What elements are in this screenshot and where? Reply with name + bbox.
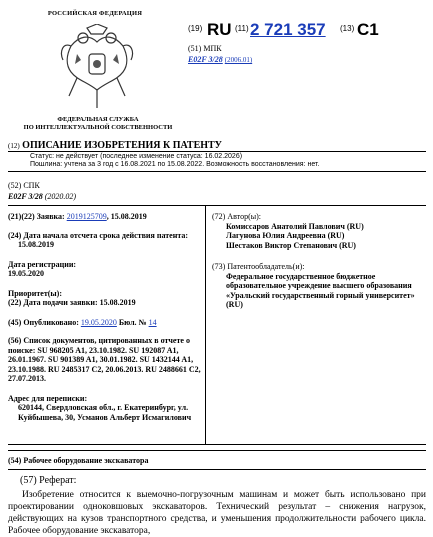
published-date-link[interactable]: 19.05.2020: [80, 317, 117, 327]
bulletin-label: Бюл. №: [118, 317, 147, 327]
agency-name: [8, 116, 188, 132]
author-3: Шестаков Виктор Степанович (RU): [226, 240, 356, 250]
owner-name: Федеральное государственное бюджетное образовательное учреждение высшего образования «Уральский государственный горный университет» (RU): [226, 271, 415, 309]
abstract-label: (57) Реферат:: [20, 475, 77, 486]
title-code: (12): [8, 142, 20, 150]
country-name: РОССИЙСКАЯ ФЕДЕРАЦИЯ: [47, 10, 143, 17]
citations-list: SU 968205 A1, 23.10.1982. SU 192087 A1, 26.01.1967. SU 901389 A1, 30.01.1982. SU 1432144 A1, 23.10.1988. RU 2485317 C2, 20.06.2013. RU 2488661 C2, 27.07.2013.: [8, 345, 201, 383]
spk-label: (52) СПК: [8, 181, 40, 190]
patent-number-link[interactable]: 2 721 357: [250, 20, 326, 39]
divider: [8, 444, 426, 445]
code-13: (13): [340, 24, 355, 33]
filing-date: (22) Дата подачи заявки: 15.08.2019: [8, 298, 136, 307]
registration-date: 19.05.2020: [8, 269, 44, 278]
coat-of-arms-emblem: [57, 24, 137, 110]
authors-label: (72) Автор(ы):: [212, 212, 261, 221]
application-date: , 15.08.2019: [106, 212, 147, 221]
status-block: [30, 153, 319, 169]
divider: [8, 469, 426, 470]
priority-label: Приоритет(ы):: [8, 288, 62, 298]
fee-line: Пошлина: учтена за 3 год с 16.08.2021 по 15.08.2022. Возможность восстановления: нет.: [30, 161, 320, 168]
spk-block: [8, 180, 76, 202]
title-text: ОПИСАНИЕ ИЗОБРЕТЕНИЯ К ПАТЕНТУ: [22, 140, 223, 151]
application-label: (21)(22) Заявка:: [8, 212, 65, 221]
right-column: [212, 212, 426, 310]
mpk-class-link[interactable]: E02F 3/28: [188, 55, 223, 64]
author-2: Лагунова Юлия Андреевна (RU): [226, 231, 345, 240]
agency-line-1: ФЕДЕРАЛЬНАЯ СЛУЖБА: [57, 116, 139, 123]
spk-version: (2020.02): [44, 192, 77, 201]
address-label: Адрес для переписки:: [8, 393, 88, 403]
registration-label: Дата регистрации:: [8, 259, 77, 269]
author-1: Комиссаров Анатолий Павлович (RU): [226, 221, 364, 231]
abstract-text: Изобретение относится к выемочно-погрузочным машинам и может быть использовано при проектировании одноковшовых экскаваторов. Технический результат – снижения нагрузок, действующих на кузов транспортного средства, и уменьшения продолжительности рабочего цикла. Рабочее оборудование экскаватора,: [8, 490, 426, 536]
divider: [8, 151, 426, 152]
divider: [8, 450, 426, 451]
document-title: [8, 140, 222, 151]
bulletin-link[interactable]: 14: [148, 317, 157, 327]
code-11: (11): [235, 24, 249, 33]
mpk-value: [188, 55, 252, 64]
term-start-label: (24) Дата начала отсчета срока действия патента:: [8, 230, 189, 240]
address-text: 620144, Свердловская обл., г. Екатеринбург, ул. Куйбышева, 30, Усманов Альберт Исмагилович: [18, 403, 192, 422]
document-kind: C1: [357, 20, 379, 39]
mpk-version-link[interactable]: (2006.01): [224, 56, 253, 64]
application-number-link[interactable]: 2019125709: [66, 212, 107, 221]
code-19: (19): [188, 24, 203, 33]
citations-label: (56) Список документов, цитированных в отчете о поиске:: [8, 336, 190, 355]
country-code: RU: [207, 20, 232, 39]
invention-title: (54) Рабочее оборудование экскаватора: [8, 456, 149, 465]
published-label: (45) Опубликовано:: [8, 317, 79, 327]
spk-value: E02F 3/28: [8, 192, 43, 201]
left-column: [8, 212, 203, 422]
divider: [8, 171, 426, 172]
agency-line-2: ПО ИНТЕЛЛЕКТУАЛЬНОЙ СОБСТВЕННОСТИ: [23, 124, 173, 131]
term-start-date: 15.08.2019: [18, 240, 54, 249]
mpk-label: (51) МПК: [188, 44, 222, 53]
column-divider: [205, 206, 206, 444]
divider: [8, 205, 426, 206]
owner-label: (73) Патентообладатель(и):: [212, 262, 305, 271]
status-line: Статус: не действует (последнее изменение статуса: 16.02.2026): [30, 153, 243, 160]
